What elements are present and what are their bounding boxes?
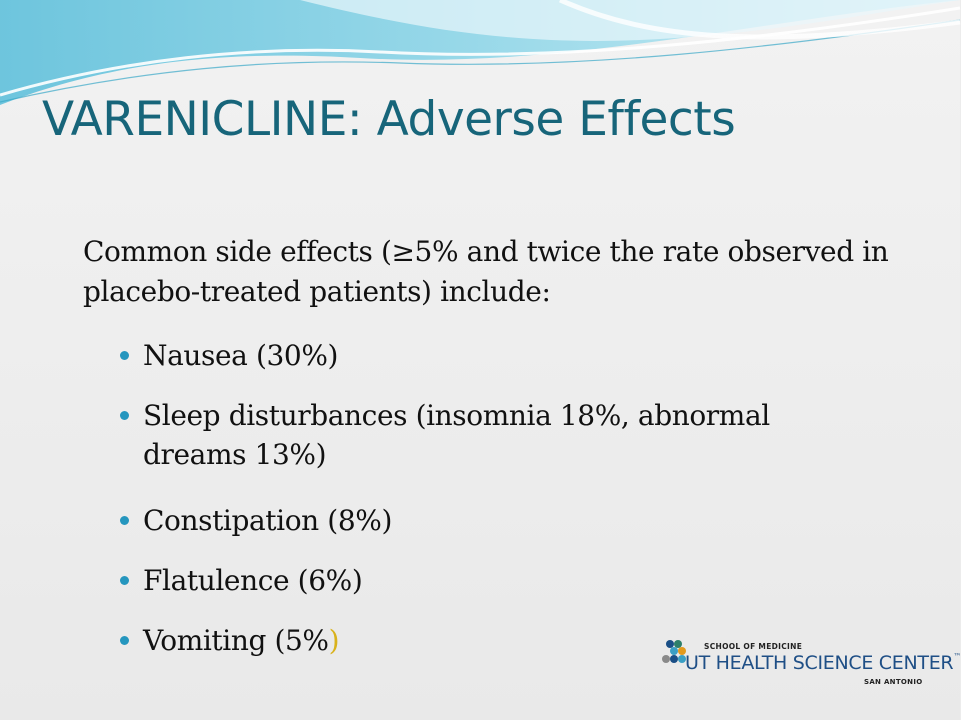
list-item-text: Vomiting (5% [143,624,329,657]
list-item-text: Flatulence (6%) [143,564,363,597]
list-item-text: Constipation (8%) [143,504,392,537]
list-item-text: Sleep disturbances (insomnia 18%, abnormal dreams 13%) [143,399,770,471]
logo-location-line: SAN ANTONIO [864,678,923,686]
list-item [120,501,880,561]
bullet-dot-icon [120,636,129,645]
list-item [120,336,880,387]
logo-main-line [685,652,961,674]
logo-school-line: SCHOOL OF MEDICINE [704,642,803,651]
logo-main-text: UT HEALTH SCIENCE CENTER [685,652,954,674]
bullet-dot-icon [120,516,129,525]
logo-trademark: ™ [953,652,961,661]
bullet-dot-icon [120,576,129,585]
ut-health-logo [660,638,960,694]
side-effects-list [120,336,880,661]
bullet-dot-icon [120,411,129,420]
list-item-text: Nausea (30%) [143,339,339,372]
list-item [120,396,880,501]
intro-text: Common side effects (≥5% and twice the rate observed in placebo-treated patients) include: [83,235,889,308]
list-item-text-tail: ) [328,624,340,657]
slide-title: VARENICLINE: Adverse Effects [42,92,736,147]
bullet-dot-icon [120,351,129,360]
list-item [120,561,880,621]
